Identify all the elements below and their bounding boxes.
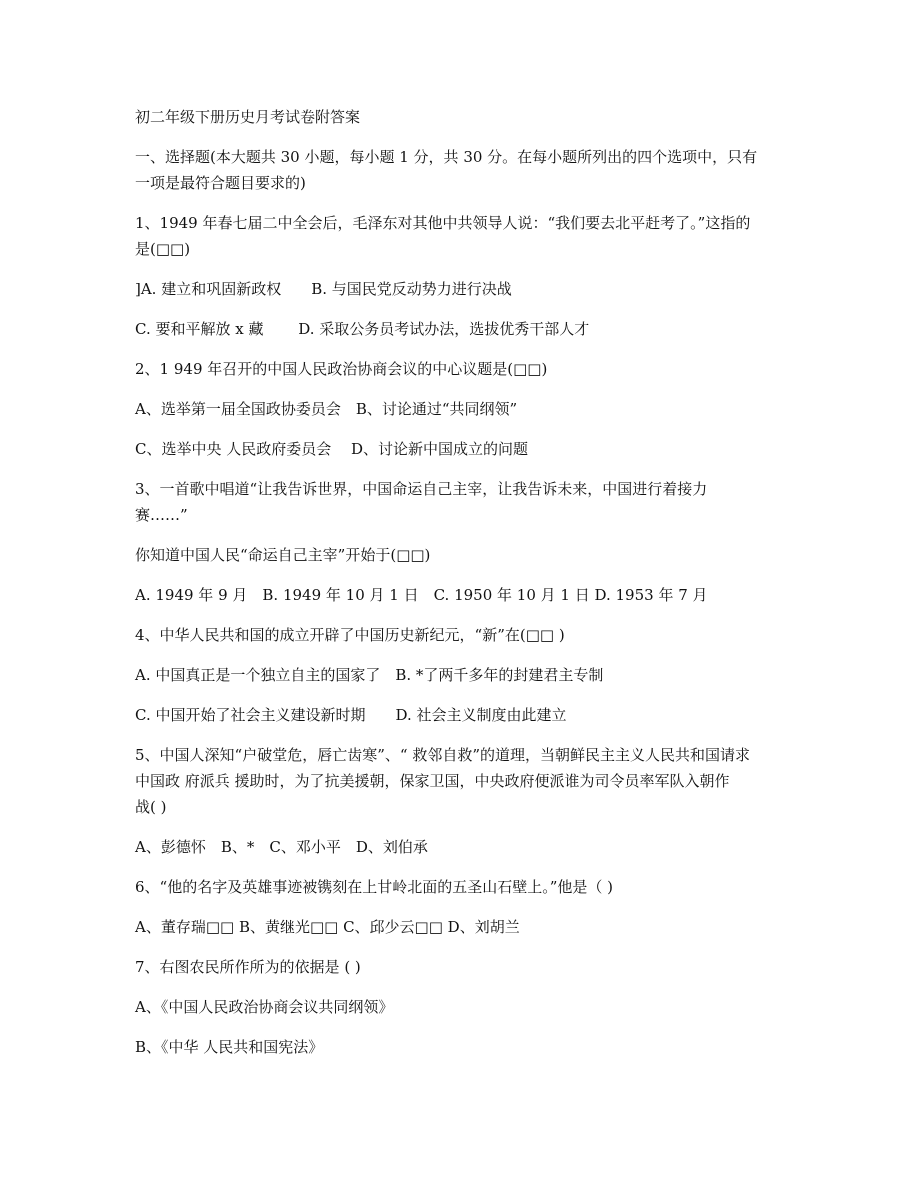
question-5-stem [135, 742, 795, 820]
question-stem-line: 是(□□) [135, 240, 191, 258]
section-heading-line: 一项是最符合题目要求的) [135, 174, 306, 192]
question-2-options-ab: A、选举第一届全国政协委员会 B、讨论通过“共同纲领” [135, 400, 518, 418]
question-3-stem [135, 476, 795, 528]
question-6-options: A、董存瑞□□ B、黄继光□□ C、邱少云□□ D、刘胡兰 [135, 918, 520, 936]
question-stem-line: 1、1949 年春七届二中全会后，毛泽东对其他中共领导人说：“我们要去北平赶考了。”这指的 [135, 214, 751, 232]
question-7-option-a: A、《中国人民政治协商会议共同纲领》 [135, 998, 394, 1016]
question-1-options-cd: C. 要和平解放 x 藏 D. 采取公务员考试办法，选拔优秀干部人才 [135, 320, 590, 338]
document-title: 初二年级下册历史月考试卷附答案 [135, 108, 361, 126]
question-6-stem: 6、“他的名字及英雄事迹被镌刻在上甘岭北面的五圣山石壁上。”他是（ ) [135, 878, 614, 896]
question-5-options: A、彭德怀 B、* C、邓小平 D、刘伯承 [135, 838, 428, 856]
question-4-options-ab: A. 中国真正是一个独立自主的国家了 B. *了两千多年的封建君主专制 [135, 666, 604, 684]
question-1-options-ab: ]A. 建立和巩固新政权 B. 与国民党反动势力进行决战 [135, 280, 512, 298]
question-stem-line: 5、中国人深知“户破堂危，唇亡齿寒”、“ 救邻自救”的道理，当朝鲜民主主义人民共和国请求 [135, 746, 750, 764]
question-stem-line: 战( ) [135, 798, 167, 816]
question-3-options: A. 1949 年 9 月 B. 1949 年 10 月 1 日 C. 1950 年 10 月 1 日 D. 1953 年 7 月 [135, 586, 708, 604]
question-2-options-cd: C、选举中央 人民政府委员会 D、讨论新中国成立的问题 [135, 440, 529, 458]
document-body [135, 104, 795, 1074]
question-stem-line: 中国政 府派兵 援助时，为了抗美援朝，保家卫国，中央政府便派谁为司令员率军队入朝作 [135, 772, 730, 790]
section-heading-line: 一、选择题(本大题共 30 小题，每小题 1 分，共 30 分。在每小题所列出的四个选项中，只有 [135, 148, 758, 166]
question-7-stem: 7、右图农民所作所为的依据是 ( ) [135, 958, 361, 976]
question-1-stem [135, 210, 795, 262]
question-7-option-b: B、《中华 人民共和国宪法》 [135, 1038, 324, 1056]
question-3-question: 你知道中国人民“命运自己主宰”开始于(□□) [135, 546, 431, 564]
question-stem-line: 3、一首歌中唱道“让我告诉世界，中国命运自己主宰，让我告诉未来，中国进行着接力 [135, 480, 708, 498]
question-4-options-cd: C. 中国开始了社会主义建设新时期 D. 社会主义制度由此建立 [135, 706, 567, 724]
question-stem-line: 赛……” [135, 506, 188, 524]
question-2-stem: 2、1 949 年召开的中国人民政治协商会议的中心议题是(□□) [135, 360, 548, 378]
section-heading [135, 144, 795, 196]
question-4-stem: 4、中华人民共和国的成立开辟了中国历史新纪元，“新”在(□□ ) [135, 626, 565, 644]
